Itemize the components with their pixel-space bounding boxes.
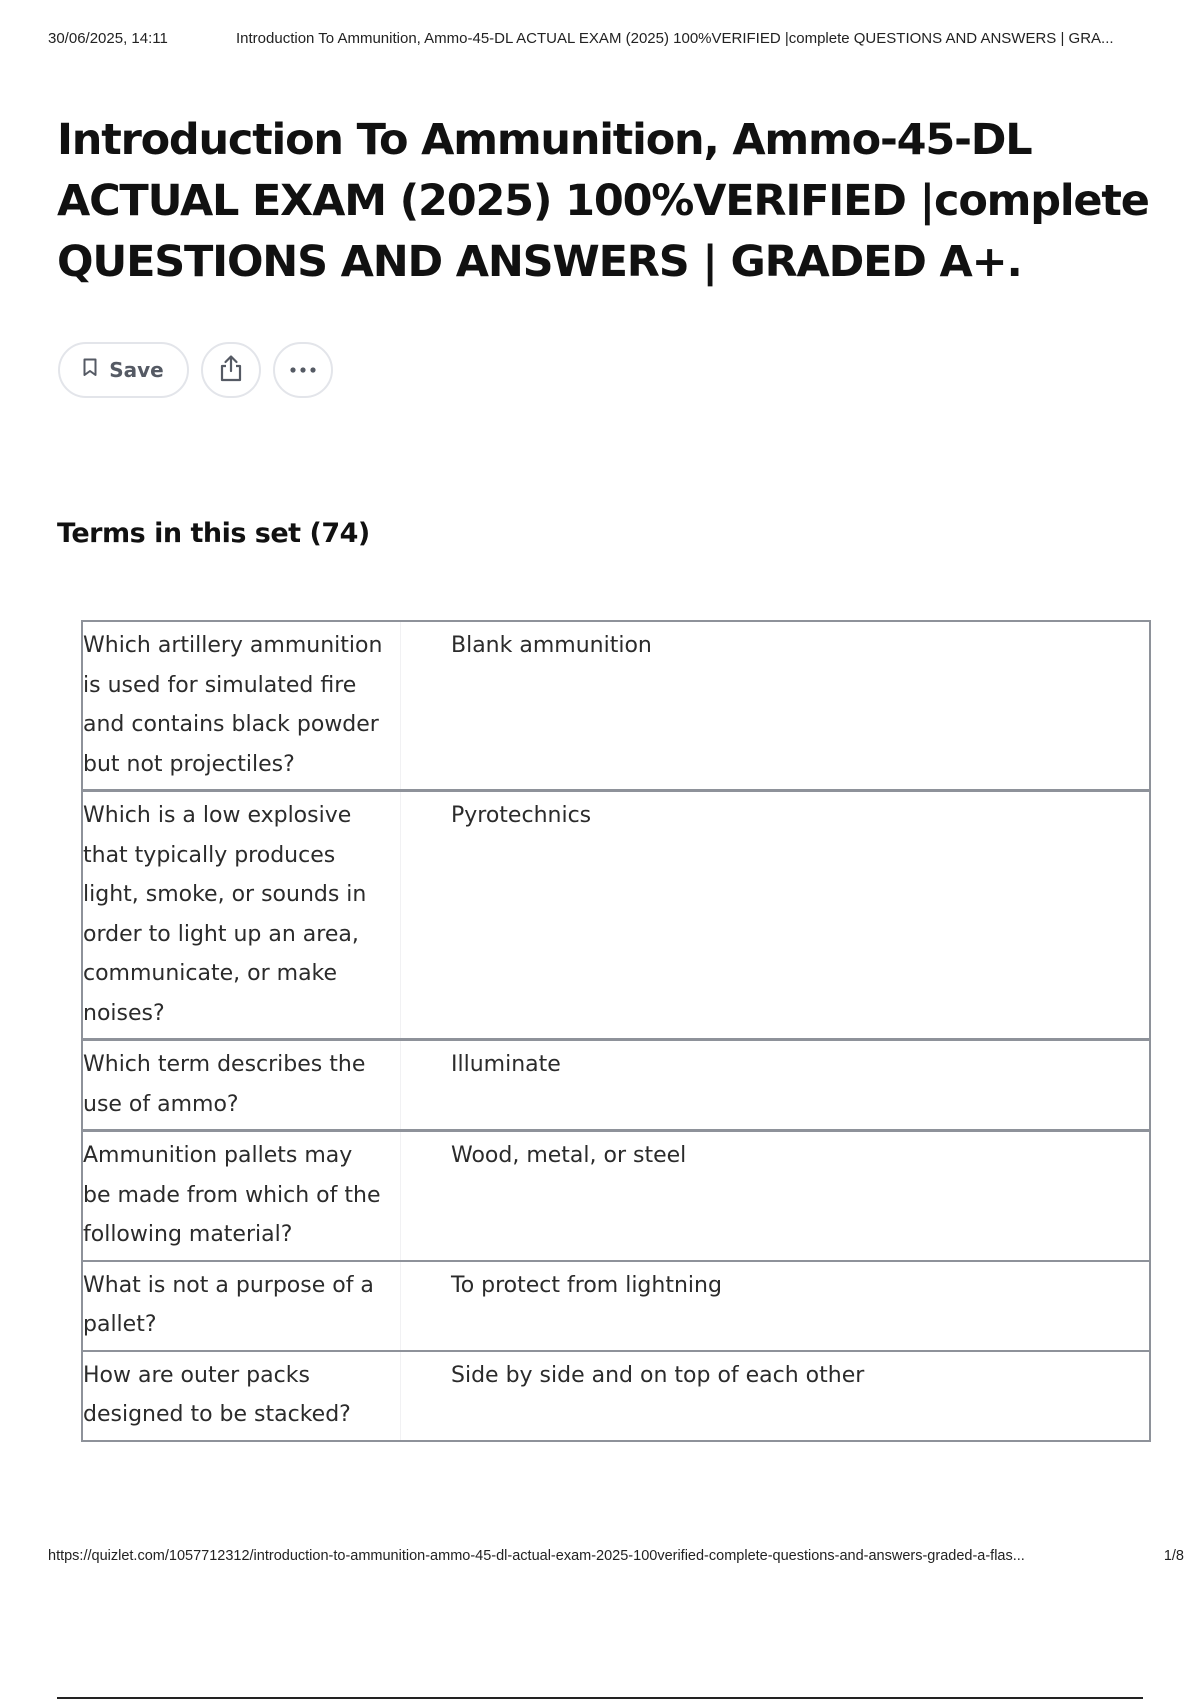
definition-text: To protect from lightning [451, 1272, 722, 1298]
definition-text: Wood, metal, or steel [451, 1143, 687, 1168]
more-options-button[interactable] [273, 342, 333, 398]
table-row[interactable] [83, 1262, 1149, 1352]
save-button[interactable] [58, 342, 189, 398]
share-button[interactable] [201, 342, 261, 398]
print-document-title: Introduction To Ammunition, Ammo-45-DL ACTUAL EXAM (2025) 100%VERIFIED |complete QUESTIONS AND ANSWERS | GRA... [236, 30, 1114, 47]
definition-text: Blank ammunition [451, 633, 652, 658]
terms-table [81, 620, 1151, 1442]
bookmark-icon [83, 358, 97, 382]
term-text: Which artillery ammunition is used for simulated fire and contains black powder but not projectiles? [83, 622, 401, 789]
terms-heading: Terms in this set (74) [57, 518, 370, 549]
page-number: 1/8 [1163, 1548, 1184, 1564]
term-text: Which is a low explosive that typically produces light, smoke, or sounds in order to light up an area, communicate, or make noises? [83, 792, 401, 1038]
table-row[interactable] [83, 1132, 1149, 1262]
term-text: Which term describes the use of ammo? [83, 1041, 401, 1129]
print-date: 30/06/2025, 14:11 [48, 30, 168, 47]
term-text: Ammunition pallets may be made from which of the following material? [83, 1132, 401, 1260]
page-title: Introduction To Ammunition, Ammo-45-DL ACTUAL EXAM (2025) 100%VERIFIED |complete QUESTIONS AND ANSWERS | GRADED A+. [57, 115, 1149, 287]
table-row[interactable] [83, 1041, 1149, 1132]
table-row[interactable] [83, 622, 1149, 792]
definition-text: Side by side and on top of each other [451, 1362, 865, 1388]
table-row[interactable] [83, 792, 1149, 1041]
term-text: How are outer packs designed to be stacked? [83, 1352, 401, 1440]
divider [57, 1697, 1143, 1699]
term-text: What is not a purpose of a pallet? [83, 1262, 401, 1350]
share-icon [218, 354, 244, 387]
save-button-label: Save [109, 358, 164, 382]
table-row[interactable] [83, 1352, 1149, 1440]
definition-text: Pyrotechnics [451, 803, 592, 828]
definition-text: Illuminate [451, 1052, 561, 1077]
page-url: https://quizlet.com/1057712312/introduction-to-ammunition-ammo-45-dl-actual-exam-2025-100verified-complete-questions-and-answers-graded-a-flas... [48, 1548, 1025, 1564]
more-options-icon [289, 361, 317, 379]
